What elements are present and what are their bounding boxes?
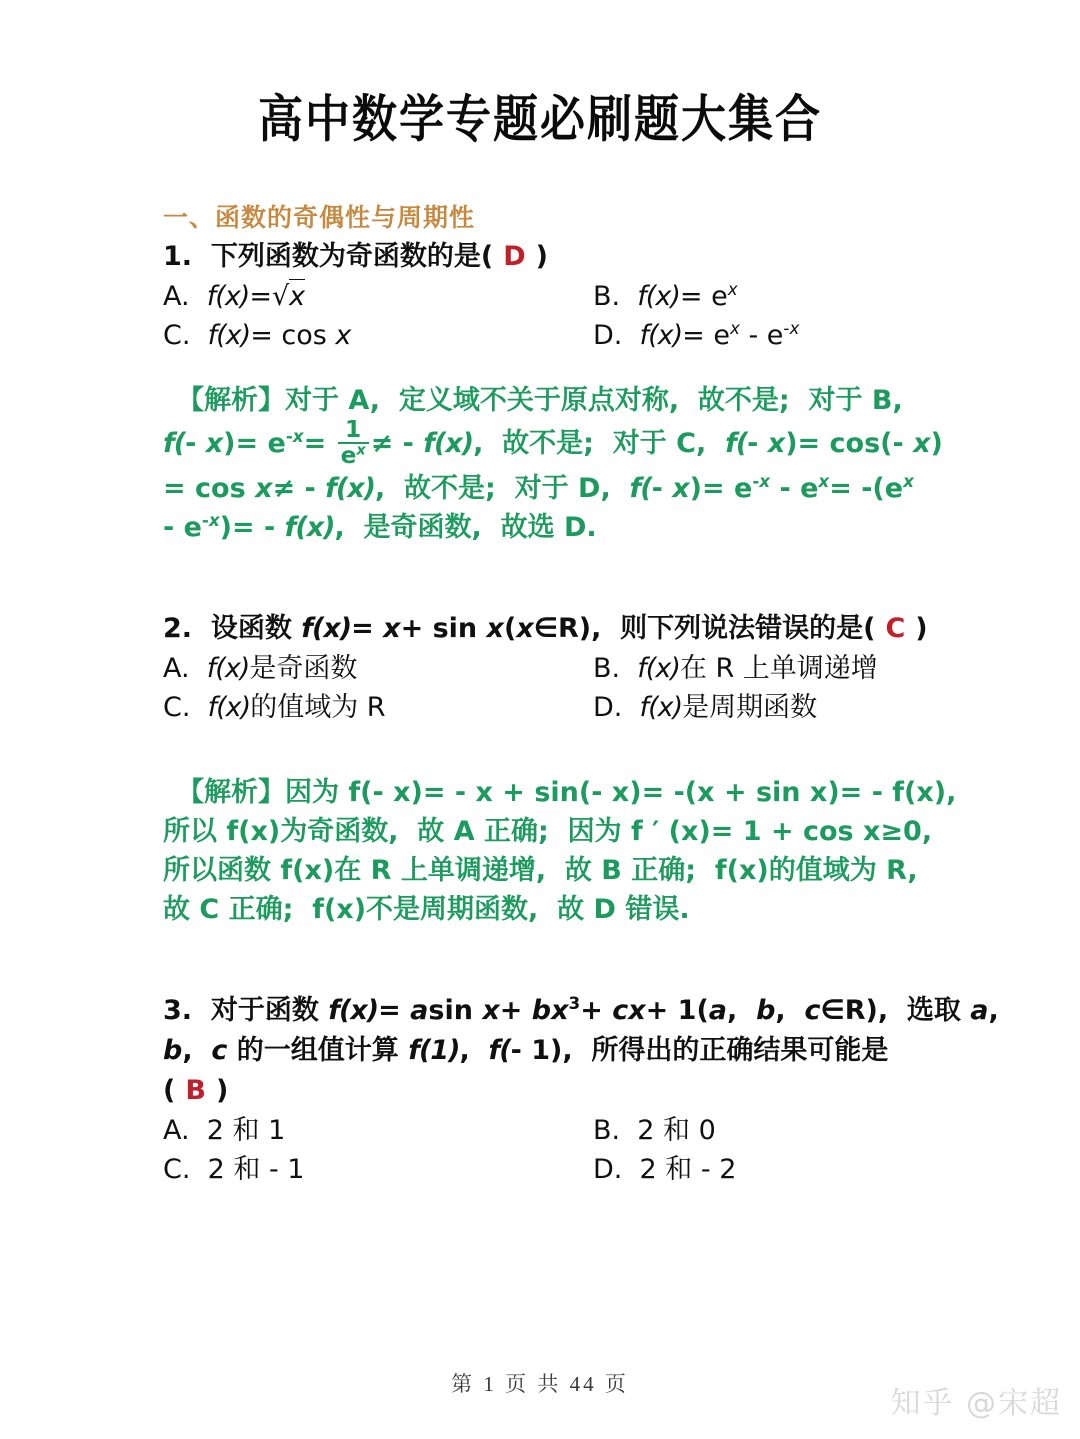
page-title: 高中数学专题必刷题大集合 [257, 89, 822, 149]
answer-paren-open: ( [163, 1075, 176, 1107]
question-3-stem-line-2: b, c 的一组值计算 f(1), f(‑ 1), 所得出的正确结果可能是 [163, 1035, 889, 1067]
option-text: 2 和 - 2 [639, 1154, 737, 1186]
question-1-option-c[interactable]: C. f(x)= cos x [163, 320, 352, 351]
question-3-options-row-2 [163, 1150, 953, 1189]
question-3-option-b[interactable] [593, 1111, 953, 1150]
option-label: B. [593, 1115, 621, 1147]
option-text: 2 和 1 [206, 1115, 286, 1147]
question-2-explanation [163, 773, 957, 929]
explanation-line: 所以函数 f(x)在 R 上单调递增, 故 B 正确; f(x)的值域为 R, [163, 855, 918, 887]
question-1-option-a[interactable]: A. f(x)=√x [163, 281, 306, 312]
explanation-line: ‑ $e^{‑x})=$ ‑ f(x), 是奇函数, 故选 D. [163, 510, 597, 544]
option-label: D. [593, 692, 623, 724]
section-heading: 一、函数的奇偶性与周期性 [163, 203, 476, 232]
question-3-answer: B [185, 1075, 206, 1107]
option-label: B. [593, 281, 621, 312]
option-label: C. [163, 1154, 191, 1186]
question-2-options-row-1 [163, 649, 953, 688]
option-label: D. [593, 1154, 623, 1186]
option-text: 2 和 0 [637, 1115, 716, 1147]
question-3-option-a[interactable] [163, 1111, 593, 1150]
option-label: D. [593, 320, 623, 351]
explanation-line: 【解析】因为 f(‑ x)= ‑ x + sin(‑ x)= ‑(x + sin x)= ‑ f(x), [177, 777, 957, 809]
option-label: A. [163, 281, 190, 312]
page-footer: 第 1 页 共 44 页 [451, 1372, 629, 1396]
question-3-option-d[interactable] [593, 1150, 953, 1189]
question-3-stem-line-1: 3. 对于函数 f(x)= asin $x+ bx^3+ cx+ 1(a$, b, c∈R), 选取 a, [163, 993, 999, 1027]
option-label: B. [593, 653, 621, 685]
question-2 [163, 609, 953, 727]
explanation-line: 所以 f(x)为奇函数, 故 A 正确; 因为 f ′ (x)= 1 + cos x≥0, [163, 816, 933, 848]
document-body [163, 198, 999, 1189]
question-2-option-c[interactable]: C. f(x)的值域为 R [163, 692, 386, 724]
question-2-stem: 2. 设函数 f(x)= x+ sin x(x∈R), 则下列说法错误的是( C ) [163, 613, 928, 645]
question-2-options-row-2 [163, 688, 953, 727]
question-1-answer: D [503, 241, 526, 272]
question-2-option-b[interactable]: B. f(x)在 R 上单调递增 [593, 653, 878, 685]
question-1-option-d[interactable]: D. $f(x)= e^x - e^{‑x}$ [593, 318, 800, 351]
question-1-explanation [163, 381, 953, 547]
question-1-options-row-2 [163, 316, 953, 355]
question-3-stem-line-3 [163, 1071, 953, 1111]
option-text: 2 和 - 1 [207, 1154, 305, 1186]
option-label: A. [163, 653, 190, 685]
question-1-stem-close: ) [535, 241, 548, 272]
answer-paren-close: ) [215, 1075, 229, 1107]
question-2-option-a[interactable]: A. f(x)是奇函数 [163, 653, 358, 685]
question-1-text: 下列函数为奇函数的是( [210, 241, 494, 272]
question-2-option-d[interactable]: D. f(x)是周期函数 [593, 692, 818, 724]
explanation-line: = cos x≠ ‑ f(x), 故不是; 对于 D, f(‑ $x)= e^{‑x} - e^x=$ $‑(e^x$ [163, 471, 914, 505]
question-3-options-row-1 [163, 1111, 953, 1150]
question-1-options-row-1 [163, 277, 953, 316]
question-1-stem [163, 237, 953, 277]
question-3 [163, 991, 999, 1189]
question-3-option-c[interactable] [163, 1150, 593, 1189]
option-label: C. [163, 320, 191, 351]
explanation-line: f(‑ $x)= e^{‑x}=$ $\frac{1}{e^x}$ ≠ ‑ f(x), 故不是; 对于 C, f(‑ x)= cos(‑ x) [163, 416, 943, 469]
question-2-answer: C [885, 613, 906, 645]
question-1-option-b[interactable]: B. $f(x)= e^x$ [593, 279, 738, 312]
question-1-number: 1. [163, 241, 193, 272]
zhihu-watermark: 知乎 @宋超 [890, 1386, 1062, 1421]
option-label: A. [163, 1115, 190, 1147]
question-1 [163, 237, 953, 355]
question-2-number: 2. [163, 613, 193, 645]
option-label: C. [163, 692, 191, 724]
question-3-number: 3. [163, 995, 193, 1027]
explanation-line: 【解析】对于 A, 定义域不关于原点对称, 故不是; 对于 B, [177, 385, 903, 416]
explanation-line: 故 C 正确; f(x)不是周期函数, 故 D 错误. [163, 894, 690, 926]
